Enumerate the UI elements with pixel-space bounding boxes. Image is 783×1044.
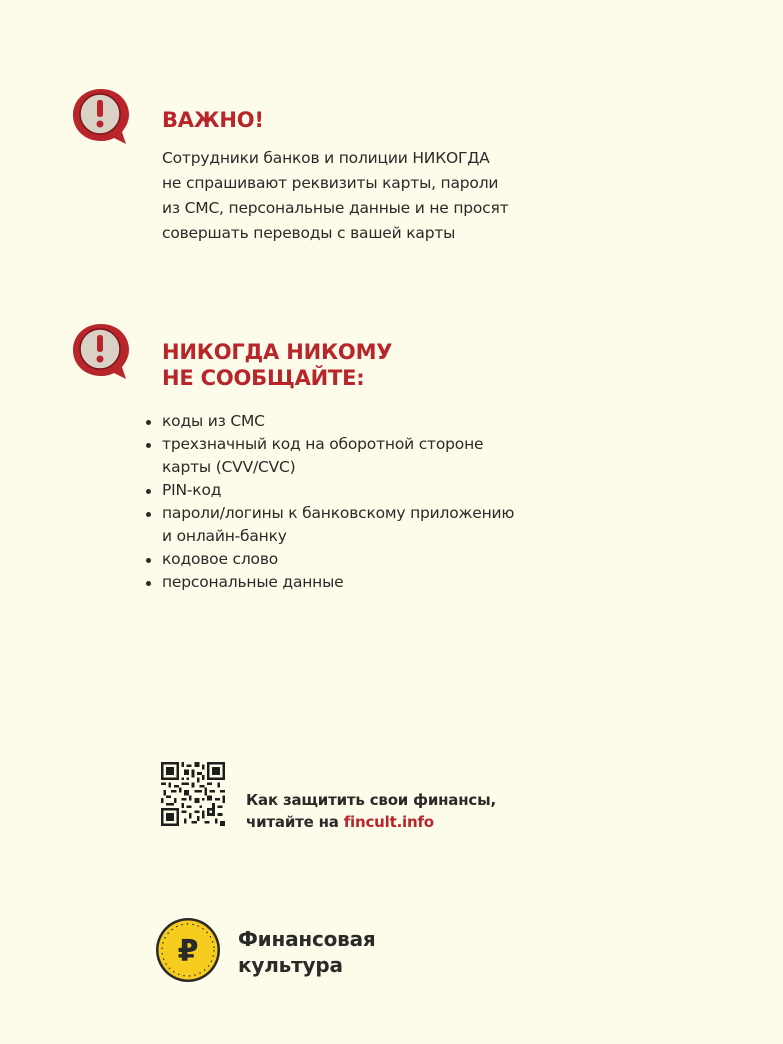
bullet-dot bbox=[146, 443, 151, 448]
list-item bbox=[146, 479, 596, 502]
bullet-dot bbox=[146, 420, 151, 425]
section-never-heading bbox=[162, 339, 392, 391]
list-item-text: кодовое слово bbox=[162, 550, 279, 568]
section-important-text bbox=[162, 146, 592, 246]
coin-symbol: ₽ bbox=[177, 934, 199, 969]
bullet-dot bbox=[146, 581, 151, 586]
list-item-text: персональные данные bbox=[162, 573, 344, 591]
brand-line: Финансовая bbox=[238, 927, 376, 951]
list-item-text: PIN-код bbox=[162, 481, 222, 499]
text-line: из СМС, персональные данные и не просят bbox=[162, 199, 509, 217]
qr-caption bbox=[246, 789, 496, 833]
ruble-coin-icon bbox=[155, 917, 221, 983]
qr-caption-prefix: читайте на bbox=[246, 813, 344, 831]
qr-code-icon[interactable] bbox=[161, 762, 225, 826]
heading-line: НЕ СООБЩАЙТЕ: bbox=[162, 366, 365, 390]
section-important-heading: ВАЖНО! bbox=[162, 108, 264, 132]
text-line: не спрашивают реквизиты карты, пароли bbox=[162, 174, 499, 192]
brand-logo-text bbox=[238, 926, 376, 978]
warning-speech-bubble-icon bbox=[70, 86, 132, 148]
bullet-dot bbox=[146, 489, 151, 494]
list-item bbox=[146, 548, 596, 571]
list-item-text: пароли/логины к банковскому приложению bbox=[162, 504, 515, 522]
bullet-dot bbox=[146, 512, 151, 517]
list-item bbox=[146, 410, 596, 433]
brand-line: культура bbox=[238, 953, 343, 977]
text-line: совершать переводы с вашей карты bbox=[162, 224, 456, 242]
list-item-text: и онлайн-банку bbox=[162, 527, 287, 545]
text-line: Сотрудники банков и полиции НИКОГДА bbox=[162, 149, 490, 167]
never-share-list bbox=[146, 410, 596, 594]
list-item bbox=[146, 571, 596, 594]
list-item-text: карты (CVV/CVC) bbox=[162, 458, 296, 476]
fincult-link[interactable]: fincult.info bbox=[343, 813, 434, 831]
list-item-text: трехзначный код на оборотной стороне bbox=[162, 435, 484, 453]
list-item-text: коды из СМС bbox=[162, 412, 265, 430]
list-item bbox=[146, 502, 596, 548]
heading-line: НИКОГДА НИКОМУ bbox=[162, 340, 393, 364]
list-item bbox=[146, 433, 596, 479]
warning-speech-bubble-icon bbox=[70, 321, 132, 383]
bullet-dot bbox=[146, 558, 151, 563]
qr-caption-line: Как защитить свои финансы, bbox=[246, 791, 496, 809]
